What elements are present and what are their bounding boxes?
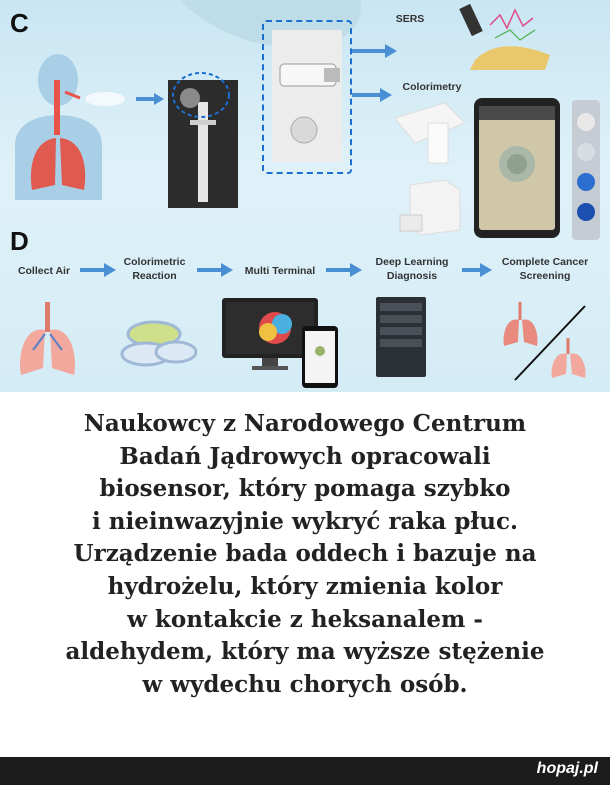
arrow-right-icon: [352, 88, 392, 102]
step-colorimetric-reaction-label: Colorimetric Reaction: [123, 256, 186, 282]
panel-c-letter: C: [10, 8, 29, 38]
petri-dish-icon: [118, 312, 198, 372]
step-deep-learning-label: Deep Learning Diagnosis: [375, 256, 449, 282]
arrow-right-icon: [197, 263, 233, 277]
monitor-phone-icon: [220, 296, 340, 391]
panel-d-letter: D: [10, 226, 29, 256]
zoom-frame: [262, 20, 352, 174]
step-multi-terminal-label: Multi Terminal: [244, 265, 316, 277]
arrow-right-icon: [136, 93, 164, 105]
zoomed-syringe-photo: [272, 30, 342, 162]
footer-bar: [0, 757, 610, 785]
human-torso-icon: [10, 50, 110, 200]
sers-label: SERS: [395, 13, 425, 25]
vials-photo: [572, 100, 600, 240]
step-collect-air-label: Collect Air: [17, 265, 71, 277]
server-icon: [374, 295, 428, 380]
focus-circle-icon: [170, 70, 232, 120]
lungs-comparison-icon: [500, 298, 595, 383]
caption-panel: [0, 392, 610, 757]
scientific-figure: [0, 0, 610, 392]
white-stand-image: [390, 98, 470, 168]
white-box-image: [395, 175, 465, 240]
smartphone-photo: [474, 98, 560, 238]
breath-spray-icon: [85, 88, 130, 110]
colorimetry-label: Colorimetry: [402, 81, 462, 93]
caption-text: Naukowcy z Narodowego Centrum Badań Jądrowych opracowali biosensor, który pomaga szybko i nieinwazyjnie wykryć raka płuc. Urządzenie bada oddech i bazuje na hydrożelu, który zmienia kolor w kontakcie z heksanalem - aldehydem, który ma wyższe stężenie w wydechu chorych osób.: [65, 410, 545, 698]
arrow-right-icon: [80, 263, 116, 277]
step-cancer-screening-label: Complete Cancer Screening: [501, 256, 589, 282]
arrow-right-icon: [326, 263, 362, 277]
sers-spectrum-icon: [455, 0, 555, 70]
arrow-right-icon: [462, 263, 492, 277]
lungs-icon: [15, 300, 80, 380]
arrow-right-icon: [352, 44, 397, 58]
brand-logo[interactable]: hopaj.pl: [536, 760, 598, 777]
